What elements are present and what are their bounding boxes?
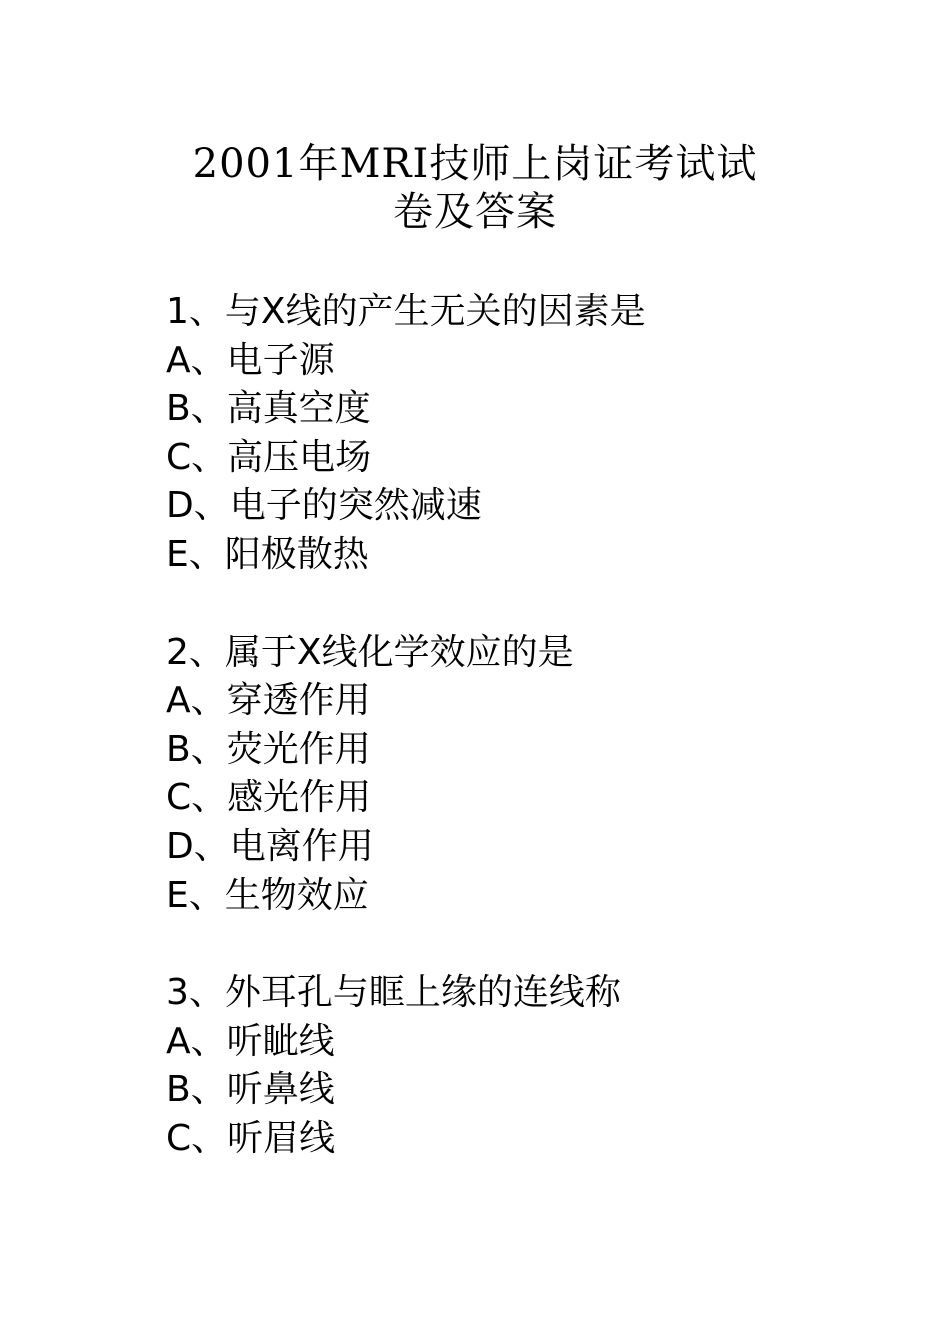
answer-option: D、电子的突然减速 [166,485,482,527]
question-2 [166,629,886,921]
question-stem: 1、与X线的产生无关的因素是 [166,291,646,332]
question-stem: 2、属于X线化学效应的是 [166,631,574,673]
answer-option: E、阳极散热 [166,533,369,575]
title-line-2: 卷及答案 [393,189,557,235]
answer-option: C、听眉线 [166,1117,336,1159]
answer-option: A、穿透作用 [166,680,371,722]
answer-option: B、听鼻线 [166,1069,335,1111]
answer-option: B、高真空度 [166,388,371,430]
question-3 [166,969,886,1163]
answer-option: C、高压电场 [166,436,372,478]
answer-option: E、生物效应 [166,874,369,916]
answer-option: A、听眦线 [166,1020,335,1062]
answer-option: A、电子源 [166,339,335,381]
document-title [140,140,810,236]
title-line-1: 2001年MRI技师上岗证考试试 [192,141,758,187]
answer-option: C、感光作用 [166,777,372,819]
answer-option: D、电离作用 [166,825,374,867]
question-list [166,288,886,1213]
question-1 [166,288,886,580]
question-stem: 3、外耳孔与眶上缘的连线称 [166,972,621,1014]
answer-option: B、荧光作用 [166,728,371,770]
